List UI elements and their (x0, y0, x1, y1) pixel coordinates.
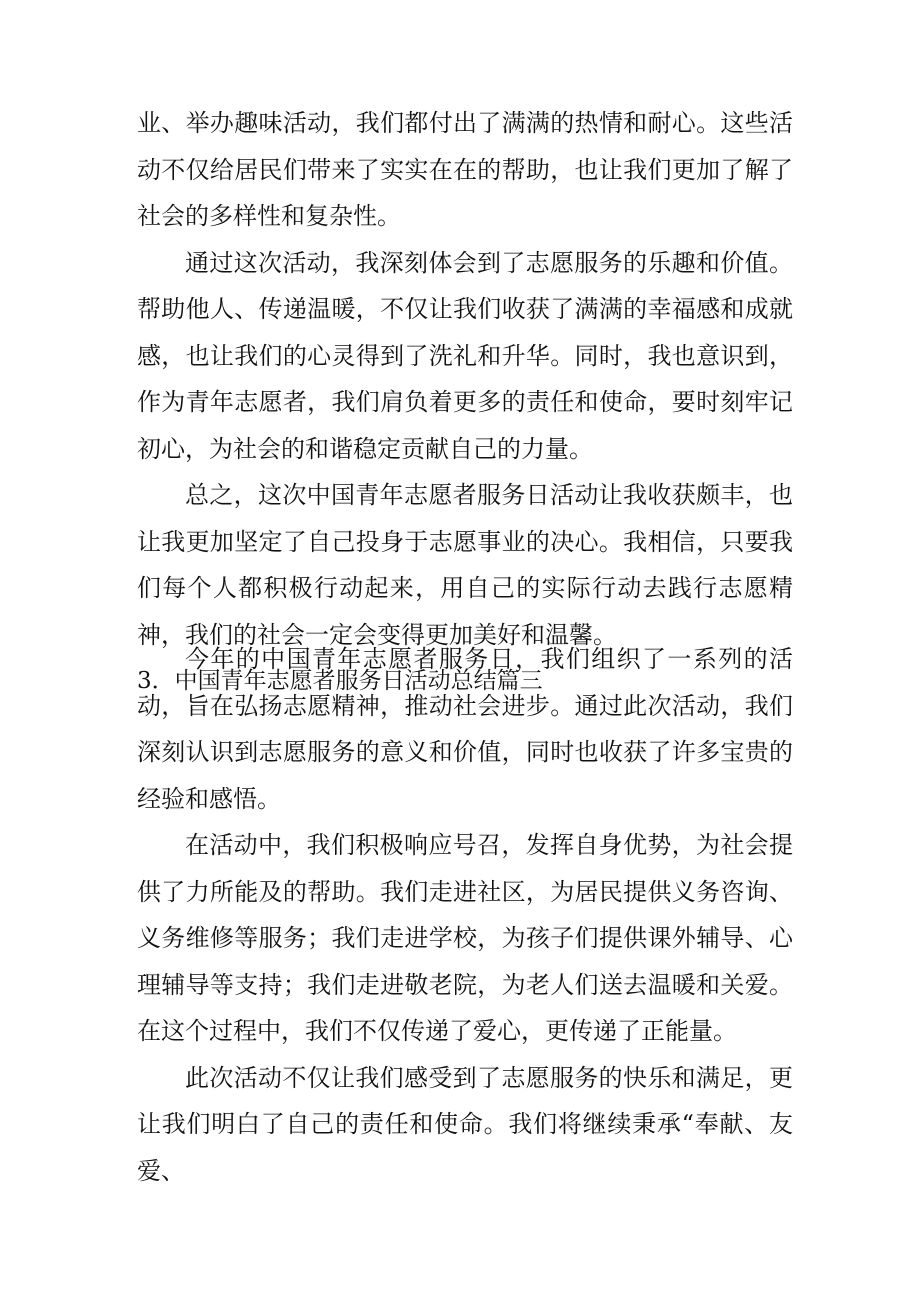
paragraph: 今年的中国青年志愿者服务日，我们组织了一系列的活动，旨在弘扬志愿精神，推动社会进步。通过此次活动，我们深刻认识到志愿服务的意义和价值，同时也收获了许多宝贵的经验和感悟。 (137, 645, 793, 813)
paragraph: 在活动中，我们积极响应号召，发挥自身优势，为社会提供了力所能及的帮助。我们走进社区，为居民提供义务咨询、义务维修等服务；我们走进学校，为孩子们提供课外辅导、心理辅导等支持；我们走进敬老院，为老人们送去温暖和关爱。在这个过程中，我们不仅传递了爱心，更传递了正能量。 (137, 831, 793, 1045)
paragraph: 通过这次活动，我深刻体会到了志愿服务的乐趣和价值。帮助他人、传递温暖，不仅让我们收获了满满的幸福感和成就感，也让我们的心灵得到了洗礼和升华。同时，我也意识到，作为青年志愿者，我们肩负着更多的责任和使命，要时刻牢记初心，为社会的和谐稳定贡献自己的力量。 (137, 248, 793, 463)
section-heading: 3．中国青年志愿者服务日活动总结篇三 (137, 668, 543, 694)
body-text-top (137, 100, 793, 717)
paragraph: 此次活动不仅让我们感受到了志愿服务的快乐和满足，更让我们明白了自己的责任和使命。我们将继续秉承“奉献、友爱、 (137, 1063, 793, 1185)
paragraph-continued: 业、举办趣味活动，我们都付出了满满的热情和耐心。这些活动不仅给居民们带来了实实在在的帮助，也让我们更加了解了社会的多样性和复杂性。 (137, 109, 793, 230)
body-text-bottom (137, 636, 793, 1194)
paragraph: 总之，这次中国青年志愿者服务日活动让我收获颇丰，也让我更加坚定了自己投身于志愿事业的决心。我相信，只要我们每个人都积极行动起来，用自己的实际行动去践行志愿精神，我们的社会一定会变得更加美好和温馨。 (137, 481, 793, 649)
